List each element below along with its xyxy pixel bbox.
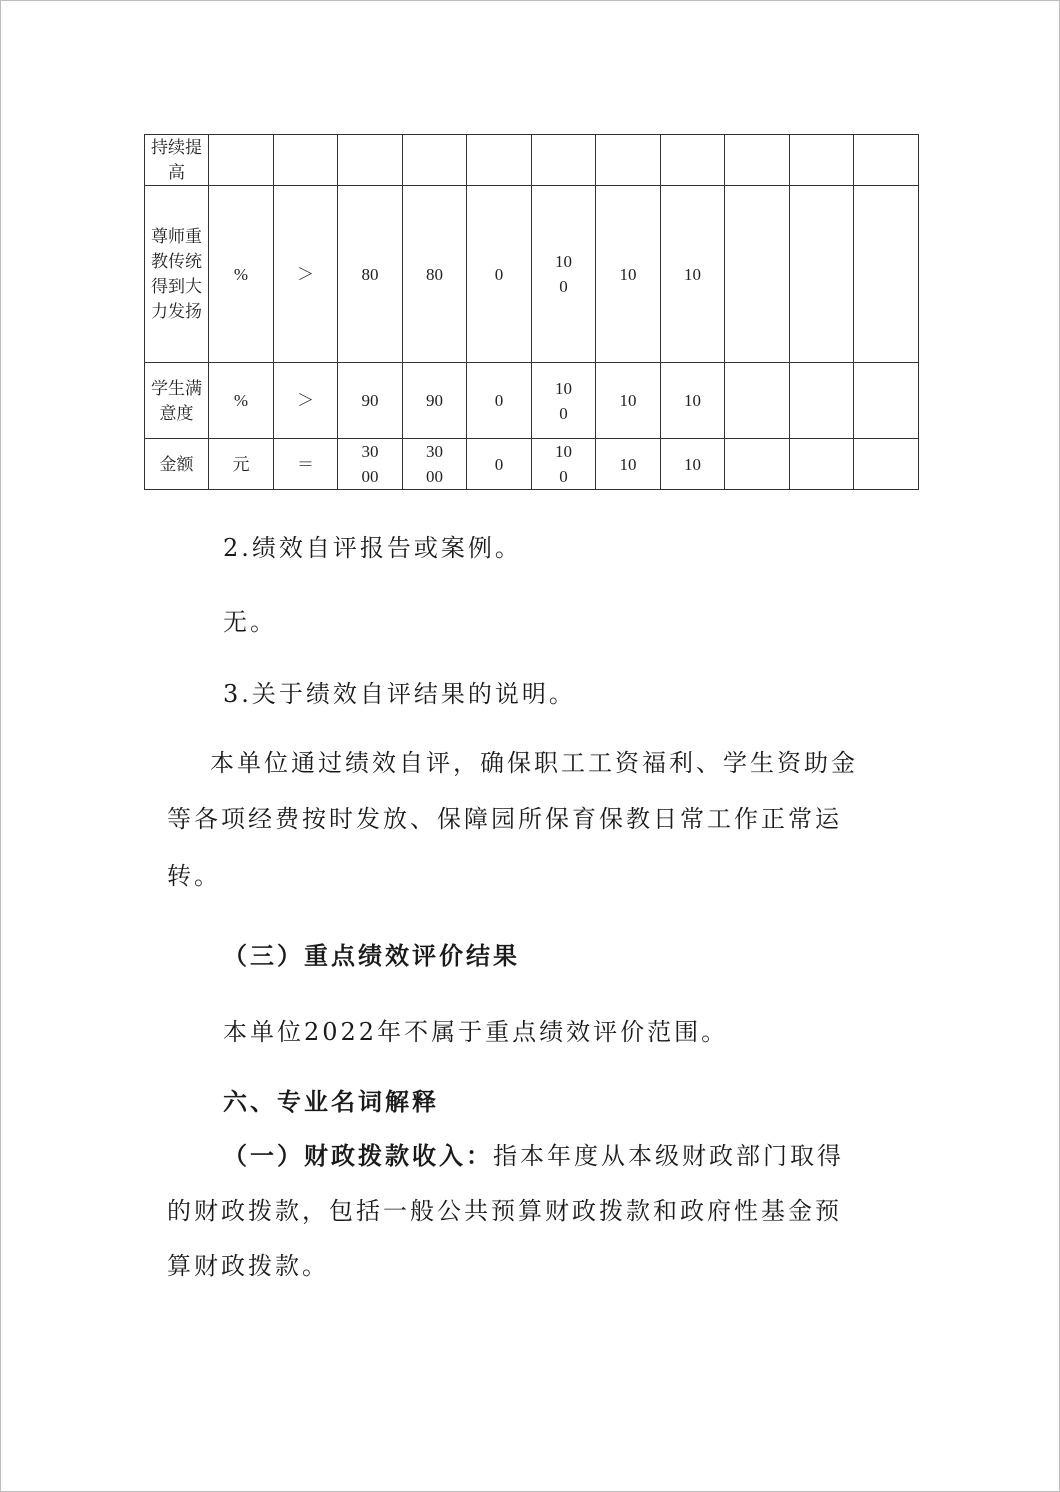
rate-cell: 100 <box>555 378 572 423</box>
glossary-term: （一）财政拨款收入： <box>223 1141 493 1170</box>
actual-cell: 80 <box>403 186 467 363</box>
deviation-cell <box>467 135 532 186</box>
empty-cell <box>790 186 854 363</box>
paragraph-self-report: 2.绩效自评报告或案例。 <box>223 534 522 562</box>
target-cell: 90 <box>338 363 403 439</box>
score-cell: 10 <box>661 363 725 439</box>
performance-table <box>144 134 919 490</box>
empty-cell <box>854 135 919 186</box>
empty-cell <box>790 439 854 490</box>
symbol-cell: ＞ <box>274 363 338 439</box>
deviation-cell: 0 <box>467 363 532 439</box>
paragraph-key-evaluation: 本单位2022年不属于重点绩效评价范围。 <box>223 1018 729 1046</box>
indicator-name: 金额 <box>159 454 194 474</box>
deviation-cell: 0 <box>467 186 532 363</box>
empty-cell <box>854 363 919 439</box>
section-heading-glossary: 六、专业名词解释 <box>223 1087 439 1116</box>
table-row <box>145 363 919 439</box>
paragraph-line: 等各项经费按时发放、保障园所保育保教日常工作正常运 <box>167 805 842 833</box>
weight-cell: 10 <box>596 439 661 490</box>
unit-cell: 元 <box>209 439 274 490</box>
unit-cell: % <box>209 363 274 439</box>
score-cell: 10 <box>661 439 725 490</box>
deviation-cell: 0 <box>467 439 532 490</box>
indicator-name: 尊师重教传统得到大力发扬 <box>151 227 202 321</box>
actual-cell: 3000 <box>426 442 443 486</box>
weight-cell: 10 <box>596 363 661 439</box>
empty-cell <box>790 363 854 439</box>
paragraph-result-note-heading: 3.关于绩效自评结果的说明。 <box>223 680 576 708</box>
table-row <box>145 135 919 186</box>
target-cell: 3000 <box>361 442 379 486</box>
actual-cell <box>403 135 467 186</box>
paragraph-line: 本单位通过绩效自评，确保职工工资福利、学生资助金 <box>210 749 858 777</box>
paragraph-line: 的财政拨款，包括一般公共预算财政拨款和政府性基金预 <box>167 1197 842 1225</box>
indicator-name: 学生满意度 <box>151 378 202 423</box>
paragraph-line: 算财政拨款。 <box>167 1252 329 1280</box>
unit-cell: % <box>209 186 274 363</box>
empty-cell <box>790 135 854 186</box>
indicator-name: 持续提高 <box>151 138 202 182</box>
rate-cell <box>532 135 596 186</box>
paragraph-line <box>1 1136 1060 1171</box>
actual-cell: 90 <box>403 363 467 439</box>
empty-cell <box>725 135 790 186</box>
symbol-cell: ＝ <box>274 439 338 490</box>
empty-cell <box>725 363 790 439</box>
score-cell <box>661 135 725 186</box>
weight-cell: 10 <box>596 186 661 363</box>
weight-cell <box>596 135 661 186</box>
symbol-cell <box>274 135 338 186</box>
paragraph-none: 无。 <box>223 608 277 636</box>
score-cell: 10 <box>661 186 725 363</box>
symbol-cell: ＞ <box>274 186 338 363</box>
paragraph-line: 转。 <box>167 862 221 890</box>
glossary-definition: 指本年度从本级财政部门取得 <box>493 1142 844 1170</box>
section-heading-key-evaluation: （三）重点绩效评价结果 <box>223 941 520 970</box>
rate-cell: 100 <box>555 442 572 486</box>
empty-cell <box>854 439 919 490</box>
empty-cell <box>725 439 790 490</box>
table-row <box>145 439 919 490</box>
target-cell <box>338 135 403 186</box>
rate-cell: 100 <box>555 252 572 296</box>
table-row <box>145 186 919 363</box>
empty-cell <box>725 186 790 363</box>
empty-cell <box>854 186 919 363</box>
unit-cell <box>209 135 274 186</box>
target-cell: 80 <box>338 186 403 363</box>
